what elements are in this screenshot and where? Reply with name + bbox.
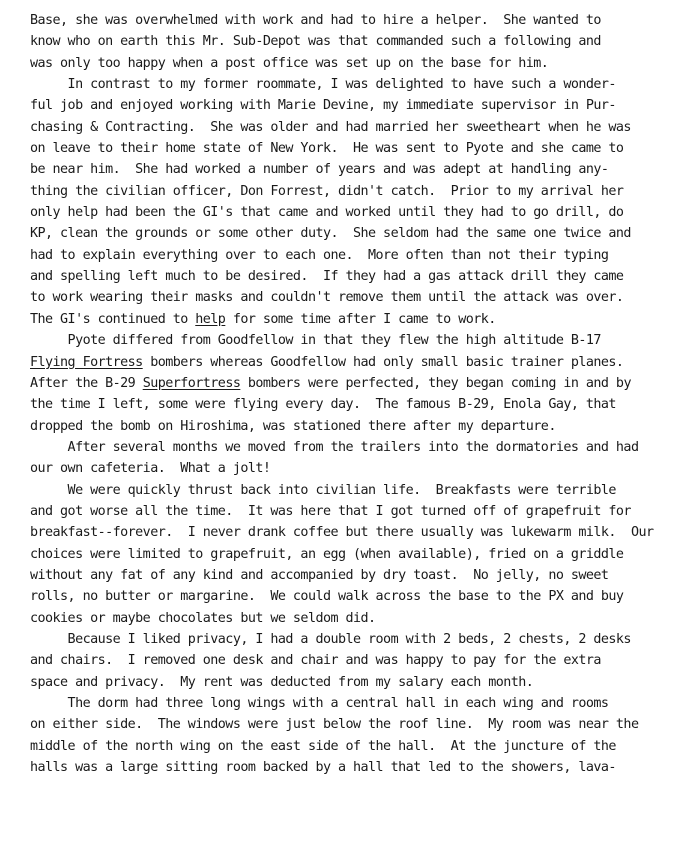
text-segment: to work wearing their masks and couldn't remove them until the attack was over. — [30, 290, 624, 306]
text-line — [30, 544, 664, 565]
text-line — [30, 159, 664, 180]
text-segment: In contrast to my former roommate, I was delighted to have such a wonder- — [30, 77, 616, 93]
text-line — [30, 287, 664, 308]
text-segment: Because I liked privacy, I had a double room with 2 beds, 2 chests, 2 desks — [30, 631, 631, 647]
text-segment: After several months we moved from the trailers into the dormatories and had — [30, 439, 639, 455]
text-segment: choices were limited to grapefruit, an egg (when available), fried on a griddle — [30, 546, 624, 562]
text-line — [30, 650, 664, 671]
text-segment: and got worse all the time. It was here that I got turned off of grapefruit for — [30, 503, 631, 519]
text-segment: We were quickly thrust back into civilian life. Breakfasts were terrible — [30, 482, 616, 498]
text-line — [30, 373, 664, 394]
text-line — [30, 693, 664, 714]
text-line — [30, 181, 664, 202]
text-line — [30, 458, 664, 479]
text-segment: dropped the bomb on Hiroshima, was stationed there after my departure. — [30, 418, 556, 434]
text-line — [30, 437, 664, 458]
text-line — [30, 352, 664, 373]
text-line — [30, 416, 664, 437]
text-line — [30, 586, 664, 607]
text-segment: space and privacy. My rent was deducted from my salary each month. — [30, 674, 534, 690]
text-segment: the time I left, some were flying every day. The famous B-29, Enola Gay, that — [30, 397, 616, 413]
text-segment: rolls, no butter or margarine. We could walk across the base to the PX and buy — [30, 589, 624, 605]
underlined-text: Flying Fortress — [30, 354, 143, 370]
text-line — [30, 74, 664, 95]
text-segment: for some time after I came to work. — [225, 311, 496, 327]
text-line — [30, 480, 664, 501]
underlined-text: help — [195, 311, 226, 327]
text-segment: without any fat of any kind and accompanied by dry toast. No jelly, no sweet — [30, 567, 609, 583]
text-segment: cookies or maybe chocolates but we seldom did. — [30, 610, 376, 626]
text-line — [30, 629, 664, 650]
text-segment: know who on earth this Mr. Sub-Depot was that commanded such a following and — [30, 34, 601, 50]
text-segment: bombers whereas Goodfellow had only small basic trainer planes. — [142, 354, 624, 370]
text-segment: The GI's continued to — [30, 311, 196, 327]
text-segment: After the B-29 — [30, 375, 143, 391]
text-segment: KP, clean the grounds or some other duty. She seldom had the same one twice and — [30, 226, 631, 242]
text-segment: Base, she was overwhelmed with work and had to hire a helper. She wanted to — [30, 13, 601, 28]
text-line — [30, 223, 664, 244]
text-segment: only help had been the GI's that came and worked until they had to go drill, do — [30, 205, 624, 221]
text-line — [30, 736, 664, 757]
text-segment: The dorm had three long wings with a central hall in each wing and rooms — [30, 696, 609, 711]
text-line — [30, 202, 664, 223]
text-line — [30, 309, 664, 330]
underlined-text: Superfortress — [142, 375, 241, 391]
text-line — [30, 565, 664, 586]
text-segment: was only too happy when a post office was set up on the base for him. — [30, 55, 549, 71]
text-line — [30, 10, 664, 31]
text-line — [30, 501, 664, 522]
text-line — [30, 672, 664, 693]
text-line — [30, 330, 664, 351]
text-line — [30, 608, 664, 629]
text-segment: and chairs. I removed one desk and chair and was happy to pay for the extra — [30, 653, 601, 669]
text-segment: thing the civilian officer, Don Forrest, didn't catch. Prior to my arrival her — [30, 183, 624, 199]
text-segment: breakfast--forever. I never drank coffee but there usually was lukewarm milk. Our — [30, 525, 654, 541]
text-segment: middle of the north wing on the east side of the hall. At the juncture of the — [30, 738, 616, 754]
text-segment: bombers were perfected, they began coming in and by — [240, 375, 631, 391]
text-line — [30, 245, 664, 266]
text-segment: Pyote differed from Goodfellow in that they flew the high altitude B-17 — [30, 333, 601, 349]
text-segment: chasing & Contracting. She was older and had married her sweetheart when he was — [30, 119, 631, 135]
text-line — [30, 117, 664, 138]
text-segment: halls was a large sitting room backed by a hall that led to the showers, lava- — [30, 760, 616, 776]
text-segment: on leave to their home state of New York. He was sent to Pyote and she came to — [30, 141, 624, 157]
text-line — [30, 266, 664, 287]
text-segment: our own cafeteria. What a jolt! — [30, 461, 271, 477]
text-line — [30, 522, 664, 543]
text-segment: ful job and enjoyed working with Marie Devine, my immediate supervisor in Pur- — [30, 98, 616, 114]
text-segment: had to explain everything over to each one. More often than not their typing — [30, 247, 609, 263]
text-line — [30, 714, 664, 735]
text-line — [30, 95, 664, 116]
text-line — [30, 394, 664, 415]
text-line — [30, 138, 664, 159]
text-segment: on either side. The windows were just below the roof line. My room was near the — [30, 717, 639, 733]
text-line — [30, 53, 664, 74]
text-line — [30, 31, 664, 52]
text-segment: and spelling left much to be desired. If they had a gas attack drill they came — [30, 269, 624, 285]
text-segment: be near him. She had worked a number of years and was adept at handling any- — [30, 162, 609, 178]
text-line — [30, 757, 664, 778]
